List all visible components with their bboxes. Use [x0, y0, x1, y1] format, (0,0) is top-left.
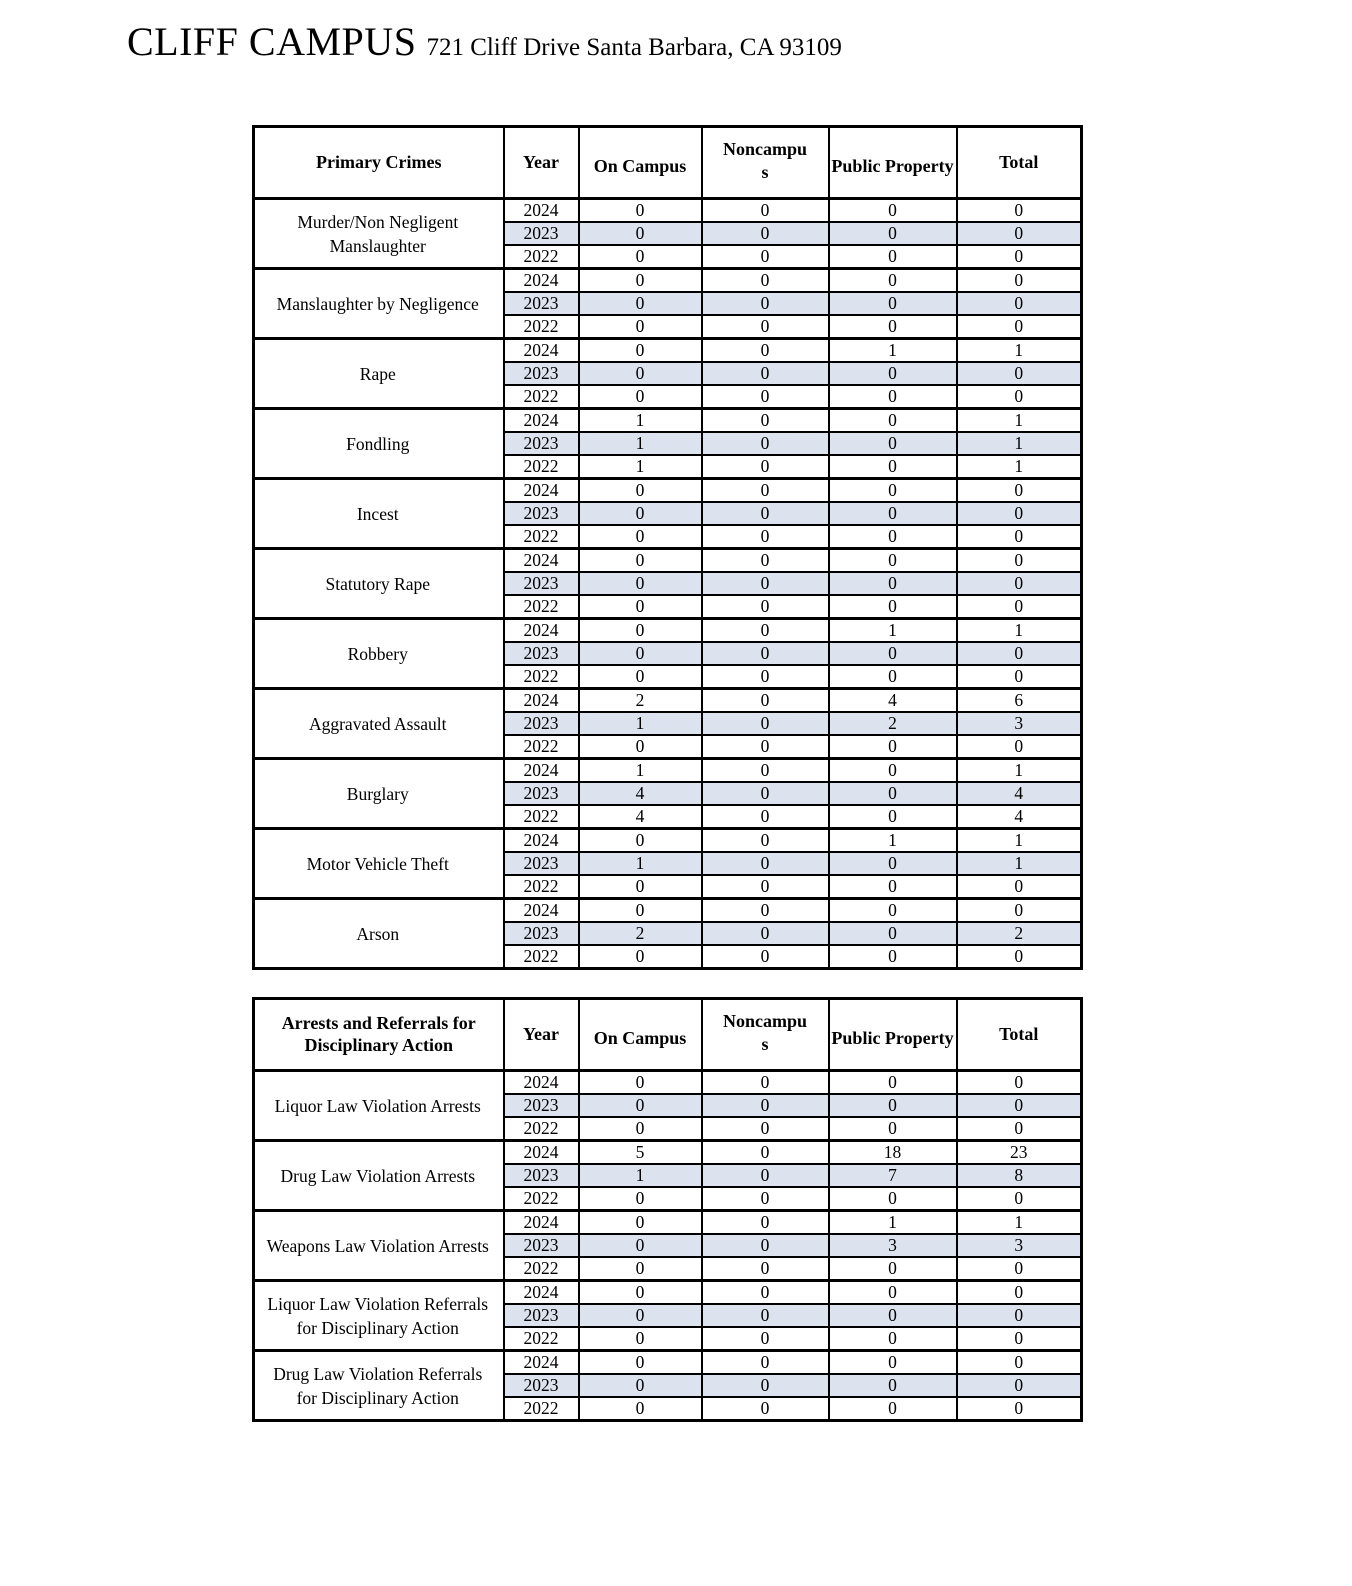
table-row: [254, 759, 1082, 783]
col-header-category: Arrests and Referrals for Disciplinary Action: [254, 999, 504, 1071]
year-cell: 2023: [504, 572, 579, 595]
public-property-value-cell: 0: [829, 1374, 957, 1397]
noncampus-value-cell: 0: [702, 1304, 829, 1327]
noncampus-value-cell: 0: [702, 875, 829, 899]
noncampus-value-cell: 0: [702, 1257, 829, 1281]
on-campus-value-cell: 0: [579, 945, 702, 969]
total-value-cell: 0: [957, 362, 1082, 385]
total-value-cell: 1: [957, 619, 1082, 643]
noncampus-value-cell: 0: [702, 339, 829, 363]
year-cell: 2023: [504, 222, 579, 245]
total-value-cell: 1: [957, 1211, 1082, 1235]
public-property-value-cell: 0: [829, 642, 957, 665]
category-cell: Liquor Law Violation Referrals for Disciplinary Action: [254, 1281, 504, 1351]
noncampus-value-cell: 0: [702, 735, 829, 759]
on-campus-value-cell: 0: [579, 1327, 702, 1351]
year-cell: 2024: [504, 549, 579, 573]
public-property-value-cell: 0: [829, 572, 957, 595]
col-header-public-property: Public Property: [829, 999, 957, 1071]
year-cell: 2023: [504, 922, 579, 945]
category-cell: Drug Law Violation Arrests: [254, 1141, 504, 1211]
year-cell: 2023: [504, 782, 579, 805]
total-value-cell: 0: [957, 245, 1082, 269]
noncampus-value-cell: 0: [702, 1234, 829, 1257]
public-property-value-cell: 0: [829, 875, 957, 899]
total-value-cell: 3: [957, 712, 1082, 735]
public-property-value-cell: 0: [829, 1351, 957, 1375]
year-cell: 2022: [504, 945, 579, 969]
public-property-value-cell: 3: [829, 1234, 957, 1257]
category-cell: Statutory Rape: [254, 549, 504, 619]
on-campus-value-cell: 0: [579, 222, 702, 245]
noncampus-value-cell: 0: [702, 899, 829, 923]
year-cell: 2022: [504, 875, 579, 899]
noncampus-label: Noncampus: [722, 1011, 807, 1054]
noncampus-value-cell: 0: [702, 409, 829, 433]
public-property-value-cell: 0: [829, 759, 957, 783]
year-cell: 2024: [504, 1351, 579, 1375]
col-header-noncampus: [702, 127, 829, 199]
crime-statistics-tables: [0, 125, 1352, 1422]
on-campus-value-cell: 0: [579, 502, 702, 525]
table-row: [254, 829, 1082, 853]
public-property-value-cell: 0: [829, 222, 957, 245]
table-body: [254, 199, 1082, 969]
on-campus-value-cell: 0: [579, 385, 702, 409]
public-property-value-cell: 0: [829, 432, 957, 455]
category-cell: Drug Law Violation Referrals for Disciplinary Action: [254, 1351, 504, 1421]
year-cell: 2022: [504, 245, 579, 269]
public-property-value-cell: 0: [829, 1187, 957, 1211]
public-property-value-cell: 0: [829, 409, 957, 433]
noncampus-value-cell: 0: [702, 759, 829, 783]
category-cell: Fondling: [254, 409, 504, 479]
page-header: [0, 0, 1352, 65]
year-cell: 2022: [504, 805, 579, 829]
total-value-cell: 0: [957, 502, 1082, 525]
noncampus-value-cell: 0: [702, 549, 829, 573]
noncampus-value-cell: 0: [702, 1094, 829, 1117]
col-header-year: Year: [504, 127, 579, 199]
noncampus-value-cell: 0: [702, 665, 829, 689]
table-row: [254, 619, 1082, 643]
noncampus-value-cell: 0: [702, 222, 829, 245]
year-cell: 2022: [504, 1117, 579, 1141]
total-value-cell: 0: [957, 572, 1082, 595]
noncampus-value-cell: 0: [702, 945, 829, 969]
total-value-cell: 0: [957, 1281, 1082, 1305]
total-value-cell: 0: [957, 1094, 1082, 1117]
total-value-cell: 0: [957, 1187, 1082, 1211]
total-value-cell: 0: [957, 735, 1082, 759]
noncampus-value-cell: 0: [702, 1211, 829, 1235]
public-property-value-cell: 0: [829, 735, 957, 759]
category-cell: Motor Vehicle Theft: [254, 829, 504, 899]
on-campus-value-cell: 0: [579, 339, 702, 363]
year-cell: 2022: [504, 1397, 579, 1421]
noncampus-label: Noncampus: [722, 139, 807, 182]
public-property-value-cell: 0: [829, 385, 957, 409]
on-campus-value-cell: 0: [579, 829, 702, 853]
year-cell: 2024: [504, 1211, 579, 1235]
year-cell: 2022: [504, 1257, 579, 1281]
total-value-cell: 1: [957, 432, 1082, 455]
on-campus-value-cell: 0: [579, 315, 702, 339]
total-value-cell: 0: [957, 292, 1082, 315]
total-value-cell: 0: [957, 875, 1082, 899]
year-cell: 2023: [504, 292, 579, 315]
noncampus-value-cell: 0: [702, 1141, 829, 1165]
year-cell: 2024: [504, 1141, 579, 1165]
year-cell: 2023: [504, 362, 579, 385]
table-row: [254, 199, 1082, 223]
on-campus-value-cell: 0: [579, 362, 702, 385]
noncampus-value-cell: 0: [702, 852, 829, 875]
on-campus-value-cell: 2: [579, 922, 702, 945]
on-campus-value-cell: 0: [579, 199, 702, 223]
on-campus-value-cell: 0: [579, 572, 702, 595]
public-property-value-cell: 0: [829, 362, 957, 385]
on-campus-value-cell: 0: [579, 642, 702, 665]
table-row: [254, 549, 1082, 573]
public-property-value-cell: 0: [829, 1257, 957, 1281]
col-header-category: Primary Crimes: [254, 127, 504, 199]
on-campus-value-cell: 0: [579, 1211, 702, 1235]
on-campus-value-cell: 0: [579, 525, 702, 549]
year-cell: 2024: [504, 199, 579, 223]
noncampus-value-cell: 0: [702, 525, 829, 549]
total-value-cell: 0: [957, 479, 1082, 503]
header-row: [254, 999, 1082, 1071]
total-value-cell: 1: [957, 829, 1082, 853]
total-value-cell: 0: [957, 1397, 1082, 1421]
total-value-cell: 0: [957, 222, 1082, 245]
total-value-cell: 0: [957, 199, 1082, 223]
on-campus-value-cell: 0: [579, 1281, 702, 1305]
public-property-value-cell: 0: [829, 315, 957, 339]
total-value-cell: 1: [957, 852, 1082, 875]
table-row: [254, 409, 1082, 433]
table-head: [254, 999, 1082, 1071]
public-property-value-cell: 2: [829, 712, 957, 735]
on-campus-value-cell: 4: [579, 805, 702, 829]
col-header-noncampus: [702, 999, 829, 1071]
on-campus-value-cell: 0: [579, 619, 702, 643]
year-cell: 2022: [504, 1187, 579, 1211]
on-campus-value-cell: 0: [579, 1257, 702, 1281]
on-campus-value-cell: 0: [579, 875, 702, 899]
year-cell: 2024: [504, 899, 579, 923]
noncampus-value-cell: 0: [702, 432, 829, 455]
col-header-total: Total: [957, 999, 1082, 1071]
page-address: 721 Cliff Drive Santa Barbara, CA 93109: [426, 34, 842, 61]
year-cell: 2023: [504, 1094, 579, 1117]
category-cell: Incest: [254, 479, 504, 549]
category-cell: Robbery: [254, 619, 504, 689]
table-row: [254, 1211, 1082, 1235]
public-property-value-cell: 0: [829, 945, 957, 969]
table-row: [254, 339, 1082, 363]
public-property-value-cell: 0: [829, 199, 957, 223]
total-value-cell: 0: [957, 1351, 1082, 1375]
table-row: [254, 1071, 1082, 1095]
noncampus-value-cell: 0: [702, 385, 829, 409]
table-row: [254, 1141, 1082, 1165]
stats-table-2: [252, 997, 1083, 1422]
on-campus-value-cell: 0: [579, 1304, 702, 1327]
total-value-cell: 8: [957, 1164, 1082, 1187]
noncampus-value-cell: 0: [702, 642, 829, 665]
table-head: [254, 127, 1082, 199]
year-cell: 2024: [504, 409, 579, 433]
total-value-cell: 0: [957, 1117, 1082, 1141]
noncampus-value-cell: 0: [702, 712, 829, 735]
year-cell: 2024: [504, 619, 579, 643]
public-property-value-cell: 0: [829, 479, 957, 503]
table-row: [254, 1281, 1082, 1305]
noncampus-value-cell: 0: [702, 805, 829, 829]
public-property-value-cell: 0: [829, 1071, 957, 1095]
category-cell: Manslaughter by Negligence: [254, 269, 504, 339]
table-row: [254, 479, 1082, 503]
year-cell: 2023: [504, 1374, 579, 1397]
table-row: [254, 269, 1082, 293]
total-value-cell: 6: [957, 689, 1082, 713]
total-value-cell: 2: [957, 922, 1082, 945]
on-campus-value-cell: 5: [579, 1141, 702, 1165]
year-cell: 2022: [504, 315, 579, 339]
on-campus-value-cell: 0: [579, 1351, 702, 1375]
public-property-value-cell: 0: [829, 549, 957, 573]
noncampus-value-cell: 0: [702, 455, 829, 479]
noncampus-value-cell: 0: [702, 479, 829, 503]
noncampus-value-cell: 0: [702, 782, 829, 805]
noncampus-value-cell: 0: [702, 572, 829, 595]
year-cell: 2024: [504, 689, 579, 713]
public-property-value-cell: 0: [829, 525, 957, 549]
noncampus-value-cell: 0: [702, 502, 829, 525]
on-campus-value-cell: 0: [579, 549, 702, 573]
year-cell: 2022: [504, 385, 579, 409]
stats-table-1: [252, 125, 1083, 970]
on-campus-value-cell: 0: [579, 292, 702, 315]
public-property-value-cell: 0: [829, 922, 957, 945]
on-campus-value-cell: 0: [579, 245, 702, 269]
total-value-cell: 0: [957, 525, 1082, 549]
col-header-year: Year: [504, 999, 579, 1071]
public-property-value-cell: 1: [829, 829, 957, 853]
total-value-cell: 0: [957, 1327, 1082, 1351]
noncampus-value-cell: 0: [702, 1327, 829, 1351]
public-property-value-cell: 0: [829, 269, 957, 293]
on-campus-value-cell: 0: [579, 1187, 702, 1211]
public-property-value-cell: 0: [829, 455, 957, 479]
public-property-value-cell: 0: [829, 1327, 957, 1351]
year-cell: 2024: [504, 759, 579, 783]
year-cell: 2022: [504, 595, 579, 619]
noncampus-value-cell: 0: [702, 292, 829, 315]
public-property-value-cell: 7: [829, 1164, 957, 1187]
noncampus-value-cell: 0: [702, 1187, 829, 1211]
total-value-cell: 0: [957, 549, 1082, 573]
noncampus-value-cell: 0: [702, 689, 829, 713]
year-cell: 2022: [504, 525, 579, 549]
public-property-value-cell: 0: [829, 1281, 957, 1305]
total-value-cell: 0: [957, 899, 1082, 923]
total-value-cell: 0: [957, 1071, 1082, 1095]
table-body: [254, 1071, 1082, 1421]
noncampus-value-cell: 0: [702, 1397, 829, 1421]
table-row: [254, 689, 1082, 713]
category-cell: Burglary: [254, 759, 504, 829]
public-property-value-cell: 1: [829, 339, 957, 363]
on-campus-value-cell: 4: [579, 782, 702, 805]
on-campus-value-cell: 1: [579, 409, 702, 433]
public-property-value-cell: 1: [829, 619, 957, 643]
on-campus-value-cell: 0: [579, 1094, 702, 1117]
on-campus-value-cell: 0: [579, 1071, 702, 1095]
public-property-value-cell: 0: [829, 805, 957, 829]
total-value-cell: 0: [957, 945, 1082, 969]
public-property-value-cell: 0: [829, 1117, 957, 1141]
noncampus-value-cell: 0: [702, 362, 829, 385]
col-header-on-campus: On Campus: [579, 999, 702, 1071]
category-cell: Rape: [254, 339, 504, 409]
on-campus-value-cell: 1: [579, 712, 702, 735]
public-property-value-cell: 0: [829, 1094, 957, 1117]
total-value-cell: 0: [957, 1257, 1082, 1281]
public-property-value-cell: 4: [829, 689, 957, 713]
col-header-on-campus: On Campus: [579, 127, 702, 199]
on-campus-value-cell: 1: [579, 852, 702, 875]
noncampus-value-cell: 0: [702, 922, 829, 945]
on-campus-value-cell: 1: [579, 1164, 702, 1187]
public-property-value-cell: 0: [829, 1397, 957, 1421]
total-value-cell: 0: [957, 595, 1082, 619]
category-cell: Weapons Law Violation Arrests: [254, 1211, 504, 1281]
total-value-cell: 1: [957, 455, 1082, 479]
total-value-cell: 4: [957, 805, 1082, 829]
year-cell: 2024: [504, 269, 579, 293]
category-cell: Arson: [254, 899, 504, 969]
category-cell: Aggravated Assault: [254, 689, 504, 759]
year-cell: 2023: [504, 1164, 579, 1187]
total-value-cell: 1: [957, 409, 1082, 433]
col-header-public-property: Public Property: [829, 127, 957, 199]
on-campus-value-cell: 1: [579, 455, 702, 479]
total-value-cell: 0: [957, 269, 1082, 293]
noncampus-value-cell: 0: [702, 1117, 829, 1141]
noncampus-value-cell: 0: [702, 1281, 829, 1305]
year-cell: 2023: [504, 852, 579, 875]
total-value-cell: 0: [957, 385, 1082, 409]
total-value-cell: 4: [957, 782, 1082, 805]
category-cell: Murder/Non Negligent Manslaughter: [254, 199, 504, 269]
public-property-value-cell: 0: [829, 1304, 957, 1327]
noncampus-value-cell: 0: [702, 829, 829, 853]
category-cell: Liquor Law Violation Arrests: [254, 1071, 504, 1141]
year-cell: 2022: [504, 1327, 579, 1351]
year-cell: 2024: [504, 339, 579, 363]
total-value-cell: 1: [957, 759, 1082, 783]
table-row: [254, 899, 1082, 923]
page-title: CLIFF CAMPUS: [127, 19, 417, 64]
noncampus-value-cell: 0: [702, 1351, 829, 1375]
year-cell: 2022: [504, 735, 579, 759]
total-value-cell: 3: [957, 1234, 1082, 1257]
on-campus-value-cell: 0: [579, 1374, 702, 1397]
public-property-value-cell: 18: [829, 1141, 957, 1165]
on-campus-value-cell: 0: [579, 1397, 702, 1421]
year-cell: 2024: [504, 829, 579, 853]
total-value-cell: 0: [957, 642, 1082, 665]
noncampus-value-cell: 0: [702, 1071, 829, 1095]
public-property-value-cell: 0: [829, 595, 957, 619]
total-value-cell: 23: [957, 1141, 1082, 1165]
public-property-value-cell: 1: [829, 1211, 957, 1235]
col-header-total: Total: [957, 127, 1082, 199]
year-cell: 2023: [504, 1304, 579, 1327]
on-campus-value-cell: 0: [579, 479, 702, 503]
table-row: [254, 1351, 1082, 1375]
on-campus-value-cell: 0: [579, 665, 702, 689]
noncampus-value-cell: 0: [702, 1374, 829, 1397]
noncampus-value-cell: 0: [702, 595, 829, 619]
year-cell: 2023: [504, 502, 579, 525]
total-value-cell: 0: [957, 1304, 1082, 1327]
on-campus-value-cell: 0: [579, 269, 702, 293]
on-campus-value-cell: 0: [579, 595, 702, 619]
on-campus-value-cell: 0: [579, 1117, 702, 1141]
noncampus-value-cell: 0: [702, 245, 829, 269]
total-value-cell: 0: [957, 315, 1082, 339]
year-cell: 2023: [504, 432, 579, 455]
year-cell: 2022: [504, 455, 579, 479]
on-campus-value-cell: 2: [579, 689, 702, 713]
public-property-value-cell: 0: [829, 665, 957, 689]
year-cell: 2024: [504, 1071, 579, 1095]
on-campus-value-cell: 0: [579, 735, 702, 759]
public-property-value-cell: 0: [829, 852, 957, 875]
year-cell: 2022: [504, 665, 579, 689]
public-property-value-cell: 0: [829, 502, 957, 525]
noncampus-value-cell: 0: [702, 1164, 829, 1187]
year-cell: 2024: [504, 1281, 579, 1305]
on-campus-value-cell: 0: [579, 899, 702, 923]
year-cell: 2023: [504, 642, 579, 665]
public-property-value-cell: 0: [829, 899, 957, 923]
year-cell: 2024: [504, 479, 579, 503]
public-property-value-cell: 0: [829, 782, 957, 805]
public-property-value-cell: 0: [829, 245, 957, 269]
year-cell: 2023: [504, 712, 579, 735]
on-campus-value-cell: 1: [579, 432, 702, 455]
header-row: [254, 127, 1082, 199]
total-value-cell: 0: [957, 665, 1082, 689]
on-campus-value-cell: 1: [579, 759, 702, 783]
public-property-value-cell: 0: [829, 292, 957, 315]
total-value-cell: 1: [957, 339, 1082, 363]
year-cell: 2023: [504, 1234, 579, 1257]
on-campus-value-cell: 0: [579, 1234, 702, 1257]
noncampus-value-cell: 0: [702, 619, 829, 643]
noncampus-value-cell: 0: [702, 315, 829, 339]
noncampus-value-cell: 0: [702, 199, 829, 223]
total-value-cell: 0: [957, 1374, 1082, 1397]
noncampus-value-cell: 0: [702, 269, 829, 293]
